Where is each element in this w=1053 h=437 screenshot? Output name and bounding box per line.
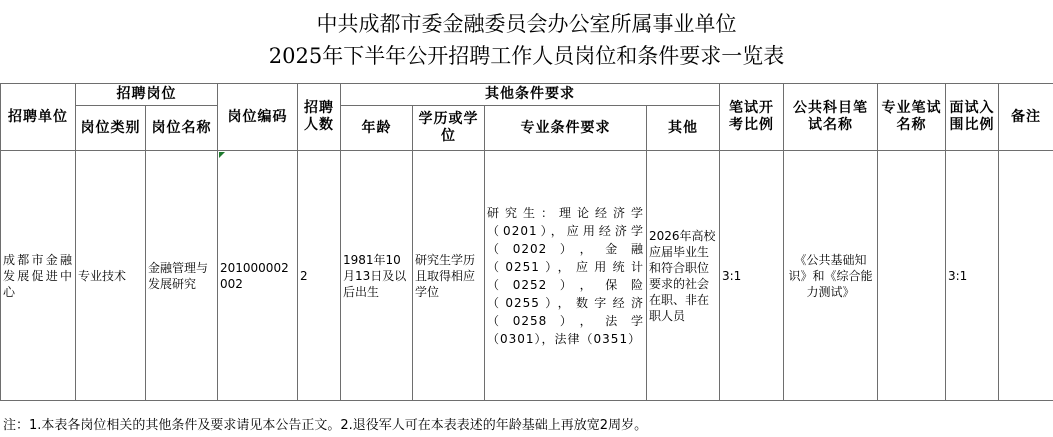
- cell-post-category: 专业技术: [76, 151, 146, 401]
- header-post-code: 岗位编码: [218, 84, 298, 151]
- comment-marker: [219, 152, 225, 158]
- footnote: 注：1.本表各岗位相关的其他条件及要求请见本公告正文。2.退役军人可在本表表述的年龄基础上再放宽2周岁。: [3, 418, 648, 433]
- cell-remarks: [999, 151, 1053, 401]
- header-count: 招聘人数: [298, 84, 341, 151]
- header-unit: 招聘单位: [1, 84, 76, 151]
- cell-age: 1981年10月13日及以后出生: [341, 151, 413, 401]
- page-title-line2: 2025年下半年公开招聘工作人员岗位和条件要求一览表: [268, 44, 785, 68]
- cell-other: 2026年高校应届毕业生和符合职位要求的社会在职、非在职人员: [647, 151, 720, 401]
- header-professional-subject: 专业笔试名称: [878, 84, 946, 151]
- header-major: 专业条件要求: [485, 106, 647, 151]
- header-education: 学历或学位: [413, 106, 485, 151]
- header-age: 年龄: [341, 106, 413, 151]
- header-other-group: 其他条件要求: [341, 84, 720, 106]
- header-post-category: 岗位类别: [76, 106, 146, 151]
- header-remarks: 备注: [999, 84, 1053, 151]
- cell-education: 研究生学历且取得相应学位: [413, 151, 485, 401]
- cell-exam-ratio: 3:1: [720, 151, 784, 401]
- cell-public-subject: 《公共基础知识》和《综合能力测试》: [784, 151, 878, 401]
- header-interview-ratio: 面试入围比例: [946, 84, 999, 151]
- header-row-1: [1, 84, 1053, 106]
- header-public-subject: 公共科目笔试名称: [784, 84, 878, 151]
- table-row: [1, 151, 1053, 401]
- cell-major: 研究生：理论经济学（0201），应用经济学（0202），金融（0251），应用统计（0252），保险（0255），数字经济（0258），法学（0301），法律（0351）: [485, 151, 647, 401]
- cell-unit: 成都市金融发展促进中心: [1, 151, 76, 401]
- header-post-group: 招聘岗位: [76, 84, 218, 106]
- positions-table: [0, 83, 1053, 401]
- cell-post-name: 金融管理与发展研究: [146, 151, 218, 401]
- page-title-line1: 中共成都市委金融委员会办公室所属事业单位: [316, 12, 737, 36]
- cell-post-code-text: 201000002002: [220, 260, 289, 291]
- cell-count: 2: [298, 151, 341, 401]
- cell-interview-ratio: 3:1: [946, 151, 999, 401]
- header-post-name: 岗位名称: [146, 106, 218, 151]
- header-other: 其他: [647, 106, 720, 151]
- cell-post-code: [218, 151, 298, 401]
- cell-professional-subject: [878, 151, 946, 401]
- header-exam-ratio: 笔试开考比例: [720, 84, 784, 151]
